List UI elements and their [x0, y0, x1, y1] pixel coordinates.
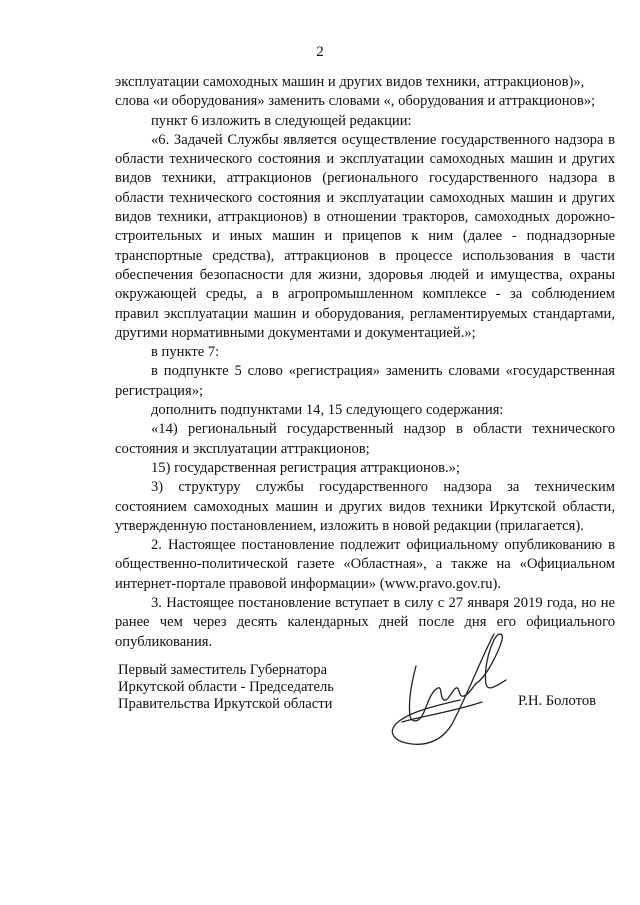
body-paragraph: в подпункте 5 слово «регистрация» заменить словами «государственная регистрация»; [115, 363, 615, 399]
body-paragraph: 3) структуру службы государственного надзора за техническим состоянием самоходных машин и других видов техники Иркутской области, утвержденную постановлением, изложить в новой редакции (прилагается). [115, 479, 615, 534]
document-body [115, 73, 615, 652]
body-paragraph: «6. Задачей Службы является осуществление государственного надзора в области технического состояния и эксплуатации самоходных машин и других видов техники, аттракционов (регионального государственного надзора в области технического состояния и эксплуатации самоходных машин и других видов техники, аттракционов) в отношении тракторов, самоходных дорожно-строительных и иных машин и прицепов к ним (далее - поднадзорные транспортные средства), аттракционов в процессе использования в части обеспечения безопасности для жизни, здоровья людей и имущества, охраны окружающей среды, а в агропромышленном комплексе - за соблюдением правил эксплуатации машин и оборудования, регламентируемых стандартами, другими нормативными документами и документацией.»; [115, 131, 615, 341]
body-paragraph: дополнить подпунктами 14, 15 следующего содержания: [151, 402, 504, 419]
signatory-title-line: Правительства Иркутской области [118, 696, 333, 712]
signatory-title-line: Иркутской области - Председатель [118, 679, 334, 695]
signatory-title-line: Первый заместитель Губернатора [118, 662, 328, 678]
body-paragraph: 2. Настоящее постановление подлежит официальному опубликованию в общественно-политической газете «Областная», а также на «Официальном интернет-портале правовой информации» (www.pravo.gov.ru). [115, 537, 615, 592]
body-paragraph: 15) государственная регистрация аттракционов.»; [151, 459, 461, 476]
handwritten-signature [372, 626, 522, 756]
body-paragraph: слова «и оборудования» заменить словами «, оборудования и аттракционов»; [115, 93, 596, 110]
body-paragraph: 3. Настоящее постановление вступает в силу с 27 января 2019 года, но не ранее чем через десять календарных дней после дня его официального опубликования. [115, 595, 615, 650]
page-number: 2 [316, 44, 324, 60]
body-paragraph: в пункте 7: [151, 344, 220, 361]
signatory-name: Р.Н. Болотов [518, 693, 597, 709]
body-paragraph: эксплуатации самоходных машин и других видов техники, аттракционов)», [115, 74, 585, 90]
body-paragraph: «14) региональный государственный надзор в области технического состояния и эксплуатации аттракционов; [115, 421, 615, 457]
signatory-title [118, 662, 334, 713]
body-paragraph: пункт 6 изложить в следующей редакции: [151, 112, 412, 129]
